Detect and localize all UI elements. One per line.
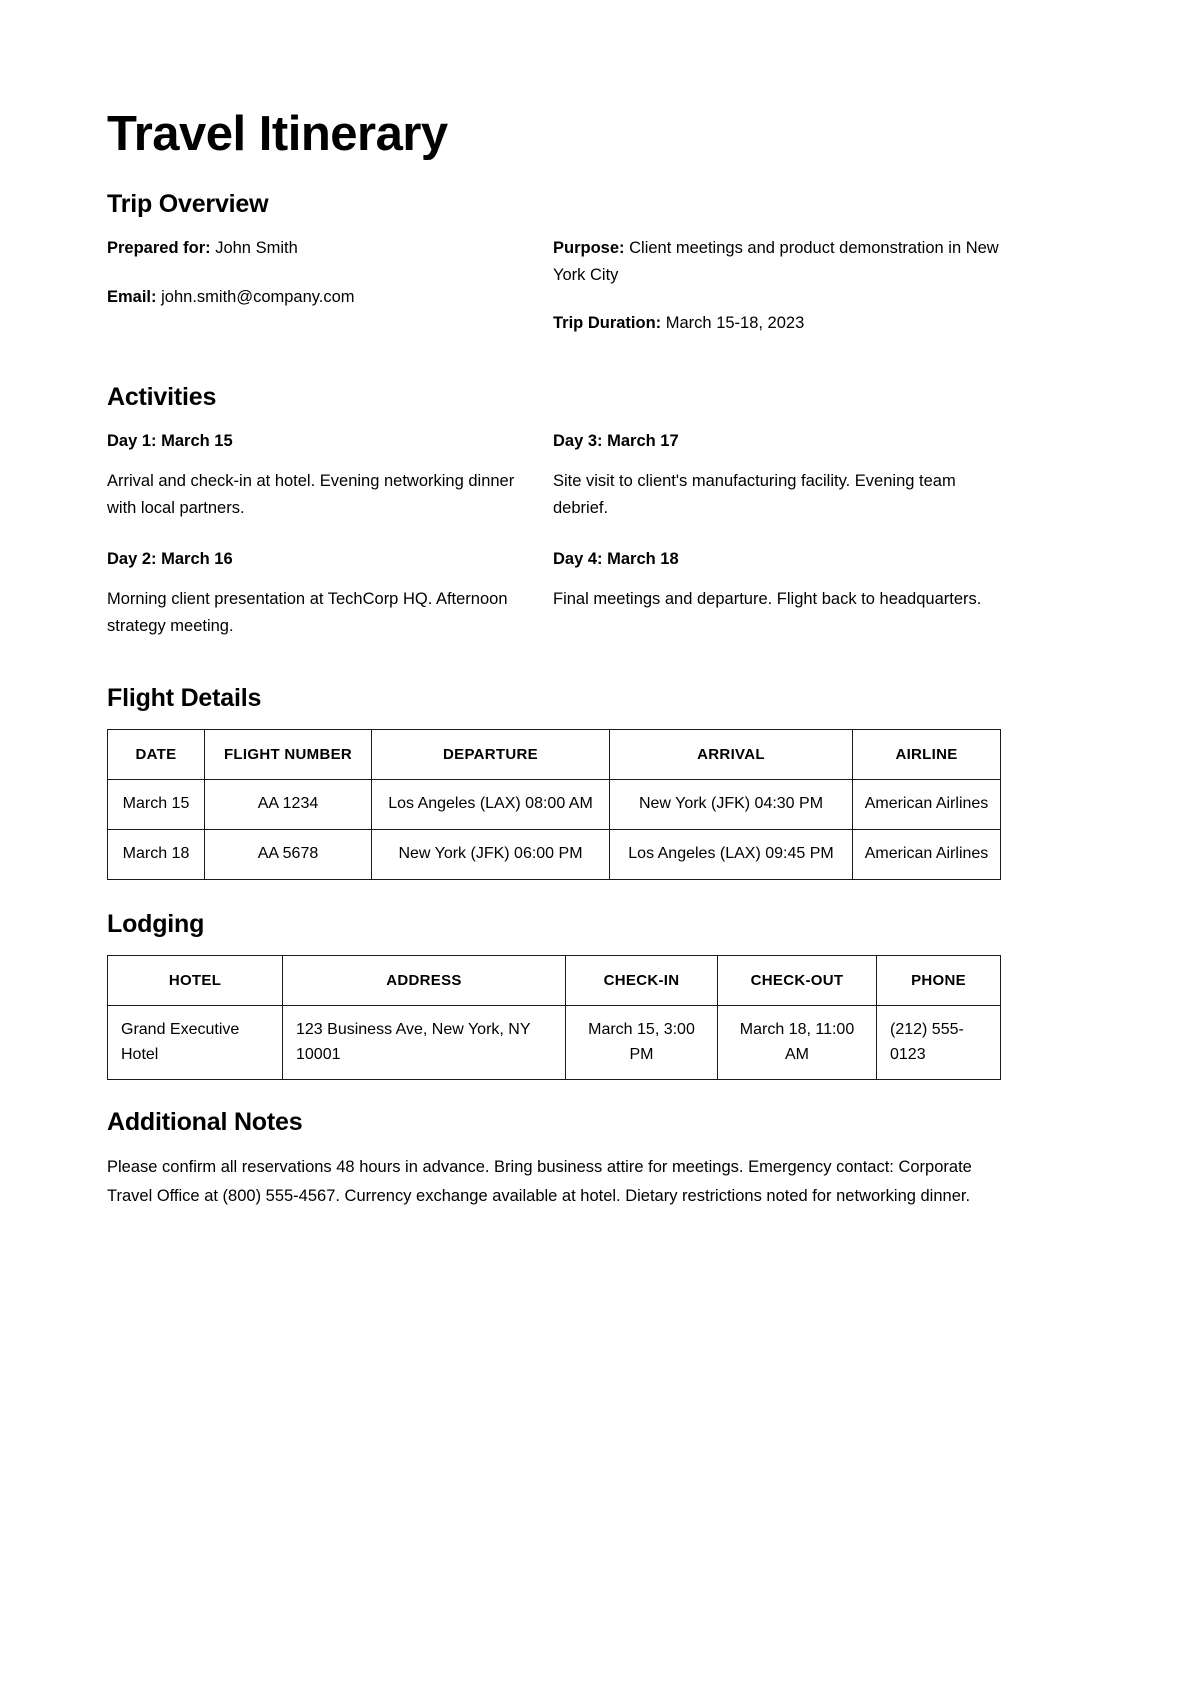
cell-address: 123 Business Ave, New York, NY 10001 bbox=[283, 1005, 566, 1080]
activity-day-3 bbox=[553, 428, 999, 522]
trip-overview-columns bbox=[107, 235, 1000, 337]
lodging-table bbox=[107, 955, 1001, 1081]
column-header-arrival: ARRIVAL bbox=[610, 729, 853, 779]
cell-departure: New York (JFK) 06:00 PM bbox=[372, 829, 610, 879]
additional-notes-section bbox=[107, 1108, 1000, 1210]
activities-columns bbox=[107, 428, 1000, 640]
activity-day-description: Arrival and check-in at hotel. Evening networking dinner with local partners. bbox=[107, 472, 515, 518]
column-header-flight-number: FLIGHT NUMBER bbox=[205, 729, 372, 779]
purpose-label: Purpose: bbox=[553, 238, 625, 257]
activity-day-title: Day 2: March 16 bbox=[107, 549, 233, 568]
activity-day-2 bbox=[107, 546, 519, 640]
column-header-phone: PHONE bbox=[877, 955, 1001, 1005]
prepared-for-value: John Smith bbox=[215, 238, 298, 257]
trip-overview-heading: Trip Overview bbox=[107, 189, 269, 218]
activities-heading: Activities bbox=[107, 383, 217, 412]
table-row bbox=[108, 1005, 1001, 1080]
cell-date: March 15 bbox=[108, 779, 205, 829]
trip-duration-label: Trip Duration: bbox=[553, 314, 662, 333]
cell-phone: (212) 555-0123 bbox=[877, 1005, 1001, 1080]
page-title: Travel Itinerary bbox=[107, 107, 448, 161]
trip-overview-left-column bbox=[107, 235, 553, 337]
lodging-heading: Lodging bbox=[107, 909, 205, 938]
cell-arrival: New York (JFK) 04:30 PM bbox=[610, 779, 853, 829]
activity-day-1 bbox=[107, 428, 519, 522]
table-row bbox=[108, 829, 1001, 879]
column-header-departure: DEPARTURE bbox=[372, 729, 610, 779]
cell-departure: Los Angeles (LAX) 08:00 AM bbox=[372, 779, 610, 829]
prepared-for-label: Prepared for: bbox=[107, 238, 211, 257]
table-header-row bbox=[108, 955, 1001, 1005]
column-header-check-out: CHECK-OUT bbox=[718, 955, 877, 1005]
activities-left-column bbox=[107, 428, 553, 640]
activities-section bbox=[107, 383, 1000, 640]
cell-flight-number: AA 5678 bbox=[205, 829, 372, 879]
trip-duration-field bbox=[553, 310, 999, 337]
activity-day-4 bbox=[553, 546, 999, 613]
purpose-value: Client meetings and product demonstration in New York City bbox=[553, 238, 999, 284]
email-field bbox=[107, 284, 519, 311]
cell-check-in: March 15, 3:00 PM bbox=[566, 1005, 718, 1080]
flight-details-section bbox=[107, 684, 1000, 880]
activity-day-title: Day 3: March 17 bbox=[553, 432, 679, 451]
prepared-for-field bbox=[107, 235, 519, 262]
trip-overview-section bbox=[107, 190, 1000, 337]
activity-day-description: Site visit to client's manufacturing facility. Evening team debrief. bbox=[553, 472, 956, 518]
activity-day-title: Day 1: March 15 bbox=[107, 432, 233, 451]
email-label: Email: bbox=[107, 287, 157, 306]
cell-hotel: Grand Executive Hotel bbox=[108, 1005, 283, 1080]
cell-airline: American Airlines bbox=[853, 779, 1001, 829]
activities-right-column bbox=[553, 428, 999, 640]
column-header-date: DATE bbox=[108, 729, 205, 779]
additional-notes-heading: Additional Notes bbox=[107, 1108, 303, 1137]
column-header-airline: AIRLINE bbox=[853, 729, 1001, 779]
column-header-address: ADDRESS bbox=[283, 955, 566, 1005]
flight-details-table bbox=[107, 729, 1001, 880]
cell-check-out: March 18, 11:00 AM bbox=[718, 1005, 877, 1080]
cell-airline: American Airlines bbox=[853, 829, 1001, 879]
cell-arrival: Los Angeles (LAX) 09:45 PM bbox=[610, 829, 853, 879]
table-row bbox=[108, 779, 1001, 829]
table-header-row bbox=[108, 729, 1001, 779]
trip-duration-value: March 15-18, 2023 bbox=[665, 314, 805, 333]
additional-notes-text: Please confirm all reservations 48 hours in advance. Bring business attire for meetings. Emergency contact: Corporate Travel Office at (800) 555-4567. Currency exchange available at hotel. Dietary restrictions noted for networking dinner. bbox=[107, 1158, 972, 1205]
column-header-hotel: HOTEL bbox=[108, 955, 283, 1005]
trip-overview-right-column bbox=[553, 235, 999, 337]
email-value: john.smith@company.com bbox=[161, 287, 355, 306]
activity-day-description: Morning client presentation at TechCorp HQ. Afternoon strategy meeting. bbox=[107, 590, 508, 635]
lodging-section bbox=[107, 910, 1000, 1081]
activity-day-description: Final meetings and departure. Flight back to headquarters. bbox=[553, 590, 982, 609]
column-header-check-in: CHECK-IN bbox=[566, 955, 718, 1005]
cell-flight-number: AA 1234 bbox=[205, 779, 372, 829]
flight-details-heading: Flight Details bbox=[107, 683, 262, 712]
purpose-field bbox=[553, 235, 999, 288]
cell-date: March 18 bbox=[108, 829, 205, 879]
activity-day-title: Day 4: March 18 bbox=[553, 549, 679, 568]
